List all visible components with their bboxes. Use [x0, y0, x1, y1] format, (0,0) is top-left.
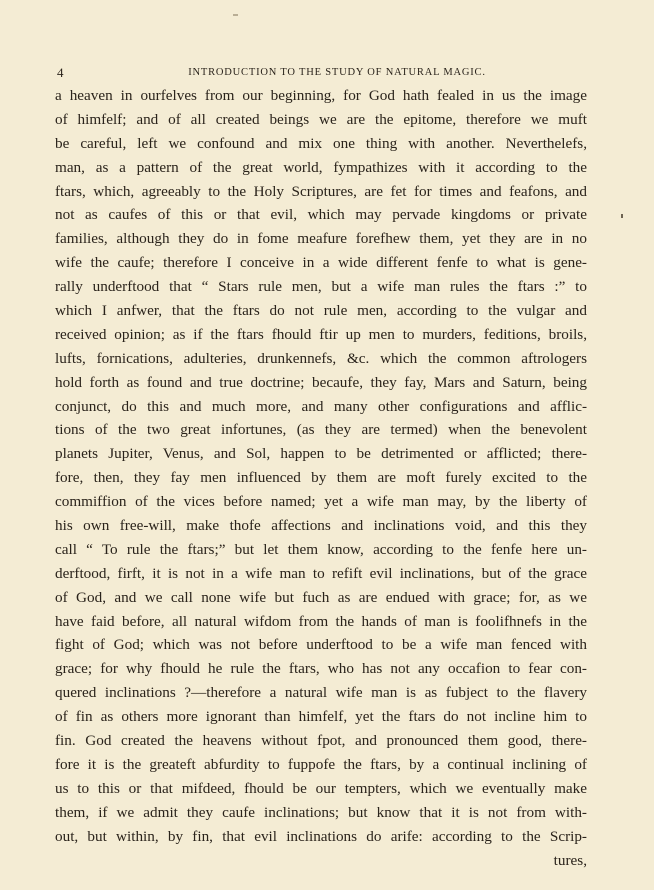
- text-line: them, if we admit they caufe inclinations; but know that it is not from with-: [55, 803, 587, 821]
- text-line: fin. God created the heavens without fpot, and pronounced them good, there-: [55, 732, 587, 750]
- text-line: of God, and we call none wife but fuch as are endued with grace; for, as we: [55, 588, 587, 606]
- text-line: fore it is the greateft abfurdity to fuppofe the ftars, by a continual inclining of: [55, 755, 587, 773]
- catchword: tures,: [553, 851, 587, 869]
- text-line: tions of the two great infortunes, (as they are termed) when the benevolent: [55, 421, 587, 439]
- text-line: man, as a pattern of the great world, fympathizes with it according to the: [55, 158, 587, 176]
- page-number: 4: [57, 65, 64, 80]
- text-line: commiffion of the vices before named; yet a wife man may, by the liberty of: [55, 493, 587, 511]
- text-line: not as caufes of this or that evil, which may pervade kingdoms or private: [55, 206, 587, 224]
- text-line: be careful, left we confound and mix one thing with another. Neverthelefs,: [55, 134, 587, 152]
- running-head: INTRODUCTION TO THE STUDY OF NATURAL MAGIC.: [188, 67, 486, 78]
- text-line: lufts, fornications, adulteries, drunkennefs, &c. which the common aftrologers: [55, 349, 587, 367]
- text-line: conjunct, do this and much more, and many other configurations and afflic-: [55, 397, 587, 415]
- text-line: call “ To rule the ftars;” but let them know, according to the fenfe here un-: [55, 540, 587, 558]
- text-line: which I anfwer, that the ftars do not rule men, according to the vulgar and: [55, 302, 587, 320]
- text-line: fore, then, they fay men influenced by them are moft furely excited to the: [55, 469, 587, 487]
- text-line: families, although they do in fome meafure forefhew them, yet they are in no: [55, 230, 587, 248]
- margin-mark: [621, 214, 623, 218]
- text-line: us to this or that mifdeed, fhould be our tempters, which we eventually make: [55, 779, 587, 797]
- text-line: a heaven in ourfelves from our beginning, for God hath fealed in us the image: [55, 87, 587, 104]
- text-line: his own free-will, make thofe affections and inclinations void, and this they: [55, 517, 587, 535]
- text-line: wife the caufe; therefore I conceive in a wide different fenfe to what is gene-: [55, 254, 587, 272]
- text-line: quered inclinations ?—therefore a natural wife man is as fubject to the flavery: [55, 684, 587, 702]
- page-header: [57, 64, 599, 84]
- text-line: ftars, which, agreeably to the Holy Scriptures, are fet for times and feafons, and: [55, 182, 587, 200]
- body-text: [55, 84, 587, 872]
- paper-speck: [233, 14, 238, 16]
- text-line: derftood, firft, it is not in a wife man to refift evil inclinations, but of the grace: [55, 564, 587, 582]
- text-line: out, but within, by fin, that evil inclinations do arife: according to the Scrip-: [55, 827, 587, 845]
- text-line: received opinion; as if the ftars fhould ftir up men to murders, feditions, broils,: [55, 325, 587, 343]
- text-line: hold forth as found and true doctrine; becaufe, they fay, Mars and Saturn, being: [55, 373, 587, 391]
- text-line: fight of God; which was not before underftood to be a wife man fenced with: [55, 636, 587, 654]
- text-line: planets Jupiter, Venus, and Sol, happen to be detrimented or afflicted; there-: [55, 445, 587, 463]
- text-line: have faid before, all natural wifdom from the hands of man is foolifhnefs in the: [55, 612, 587, 630]
- text-line: of fin as others more ignorant than himfelf, yet the ftars do not incline him to: [55, 708, 587, 726]
- text-line: of himfelf; and of all created beings we are the epitome, therefore we muft: [55, 110, 587, 128]
- text-line: rally underftood that “ Stars rule men, but a wife man rules the ftars :” to: [55, 278, 587, 296]
- text-line: grace; for why fhould he rule the ftars, who has not any occafion to fear con-: [55, 660, 587, 678]
